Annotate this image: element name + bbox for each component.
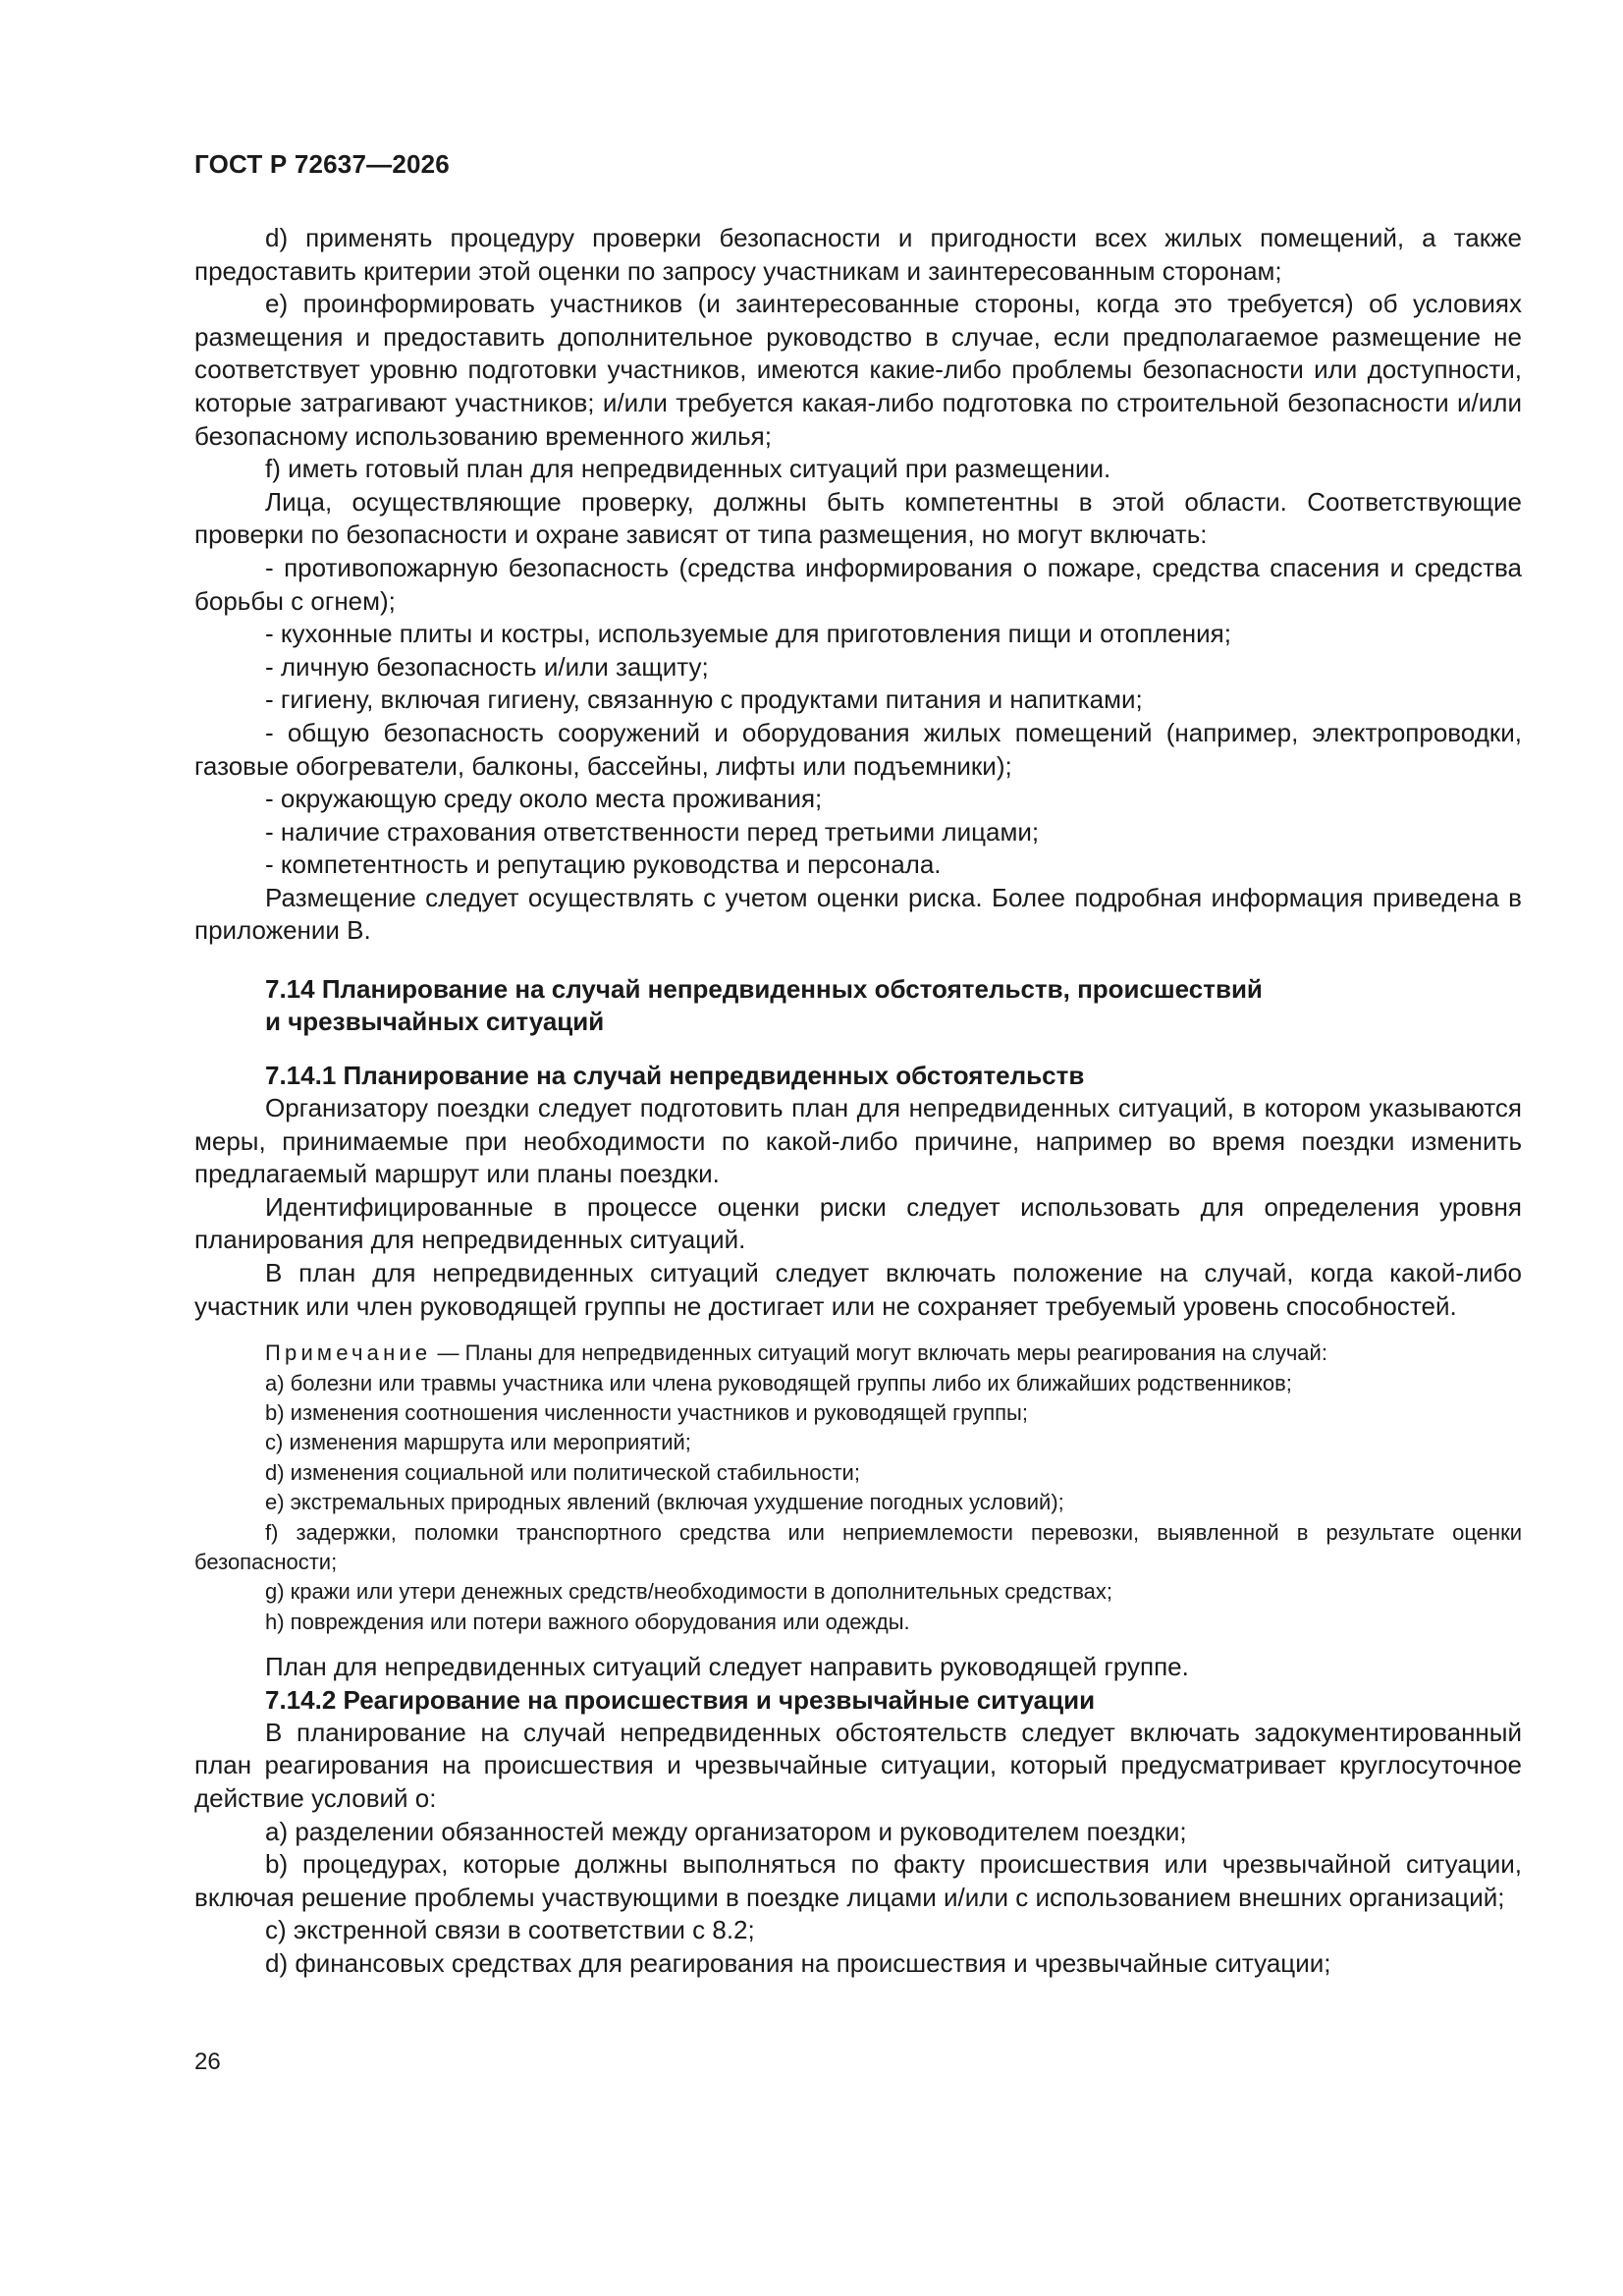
section-7-14-2-item-b: b) процедурах, которые должны выполняться по факту происшествия или чрезвычайной ситуации, включая решение проблемы участвующими в поездке лицами и/или с использованием внешних организаций; xyxy=(194,1849,1522,1912)
note-item-b: b) изменения соотношения численности участников и руководящей группы; xyxy=(265,1400,1028,1426)
checks-item-fire-safety: - противопожарную безопасность (средства информирования о пожаре, средства спасения и средства борьбы с огнем); xyxy=(194,552,1522,616)
section-7-14-2-heading: 7.14.2 Реагирование на происшествия и чрезвычайные ситуации xyxy=(265,1684,1096,1715)
section-7-14-1-paragraph-1: Организатору поездки следует подготовить план для непредвиденных ситуаций, в котором указываются меры, принимаемые при необходимости по какой-либо причине, например во время поездки изменить предлагаемый маршрут или планы поездки. xyxy=(194,1093,1522,1189)
section-7-14-2-item-d: d) финансовых средствах для реагирования на происшествия и чрезвычайные ситуации; xyxy=(265,1948,1331,1979)
section-7-14-heading xyxy=(265,973,1522,1038)
checks-item-structures: - общую безопасность сооружений и оборудования жилых помещений (например, электропроводки, газовые обогреватели, балконы, бассейны, лифты или подъемники); xyxy=(194,717,1522,781)
section-7-14-2-item-c: c) экстренной связи в соответствии с 8.2; xyxy=(265,1915,755,1945)
note-item-h: h) повреждения или потери важного оборудования или одежды. xyxy=(265,1609,910,1634)
list-item-d: d) применять процедуру проверки безопасности и пригодности всех жилых помещений, а также предоставить критерии этой оценки по запросу участникам и заинтересованным сторонам; xyxy=(194,223,1522,286)
document-header: ГОСТ Р 72637—2026 xyxy=(194,149,450,179)
document-body xyxy=(194,222,1522,1981)
checks-intro-paragraph: Лица, осуществляющие проверку, должны быть компетентны в этой области. Соответствующие проверки по безопасности и охране зависят от типа размещения, но могут включать: xyxy=(194,486,1522,550)
page-number: 26 xyxy=(194,2049,221,2075)
note-intro xyxy=(194,1339,1522,1368)
checks-item-environment: - окружающую среду около места проживания; xyxy=(265,784,823,814)
section-7-14-2-item-a: a) разделении обязанностей между организатором и руководителем поездки; xyxy=(265,1816,1187,1846)
checks-outro-paragraph: Размещение следует осуществлять с учетом оценки риска. Более подробная информация приведена в приложении В. xyxy=(194,882,1522,946)
section-7-14-1-closing: План для непредвиденных ситуаций следует направить руководящей группе. xyxy=(265,1652,1189,1682)
note-item-e: e) экстремальных природных явлений (включая ухудшение погодных условий); xyxy=(265,1490,1064,1515)
checks-item-personal-safety: - личную безопасность и/или защиту; xyxy=(265,651,709,682)
note-item-f: f) задержки, поломки транспортного средства или неприемлемости перевозки, выявленной в результате оценки безопасности; xyxy=(194,1519,1522,1575)
note-item-g: g) кражи или утери денежных средств/необходимости в дополнительных средствах; xyxy=(265,1579,1112,1605)
note-intro-text: — Планы для непредвиденных ситуаций могут включать меры реагирования на случай: xyxy=(431,1340,1327,1366)
checks-item-insurance: - наличие страхования ответственности перед третьими лицами; xyxy=(265,816,1040,847)
section-7-14-1-paragraph-2: Идентифицированные в процессе оценки риски следует использовать для определения уровня планирования для непредвиденных ситуаций. xyxy=(194,1191,1522,1255)
note-label: Примечание xyxy=(265,1340,432,1366)
note-block xyxy=(194,1339,1522,1637)
note-item-a: a) болезни или травмы участника или члена руководящей группы либо их ближайших родственников; xyxy=(265,1370,1292,1395)
list-item-e: е) проинформировать участников (и заинтересованные стороны, когда это требуется) об условиях размещения и предоставить дополнительное руководство в случае, если предполагаемое размещение не соответствует уровню подготовки участников, имеются какие-либо проблемы безопасности или доступности, которые затрагивают участников; и/или требуется какая-либо подготовка по строительной безопасности и/или безопасному использованию временного жилья; xyxy=(194,289,1522,451)
section-7-14-1-paragraph-3: В план для непредвиденных ситуаций следует включать положение на случай, когда какой-либо участник или член руководящей группы не достигает или не сохраняет требуемый уровень способностей. xyxy=(194,1258,1522,1321)
checks-item-stoves: - кухонные плиты и костры, используемые для приготовления пищи и отопления; xyxy=(265,619,1231,649)
checks-item-hygiene: - гигиену, включая гигиену, связанную с продуктами питания и напитками; xyxy=(265,684,1143,715)
note-item-d: d) изменения социальной или политической стабильности; xyxy=(265,1459,860,1485)
section-7-14-2-intro: В планирование на случай непредвиденных обстоятельств следует включать задокументированный план реагирования на происшествия и чрезвычайные ситуации, который предусматривает круглосуточное действие условий о: xyxy=(194,1717,1522,1814)
note-item-c: c) изменения маршрута или мероприятий; xyxy=(265,1430,691,1455)
section-7-14-heading-line1: 7.14 Планирование на случай непредвиденных обстоятельств, происшествий xyxy=(265,974,1263,1005)
section-7-14-1-heading: 7.14.1 Планирование на случай непредвиденных обстоятельств xyxy=(265,1061,1085,1091)
section-7-14-heading-line2: и чрезвычайных ситуаций xyxy=(265,1007,605,1037)
checks-item-competence: - компетентность и репутацию руководства и персонала. xyxy=(265,849,942,880)
list-item-f: f) иметь готовый план для непредвиденных ситуаций при размещении. xyxy=(265,454,1111,484)
